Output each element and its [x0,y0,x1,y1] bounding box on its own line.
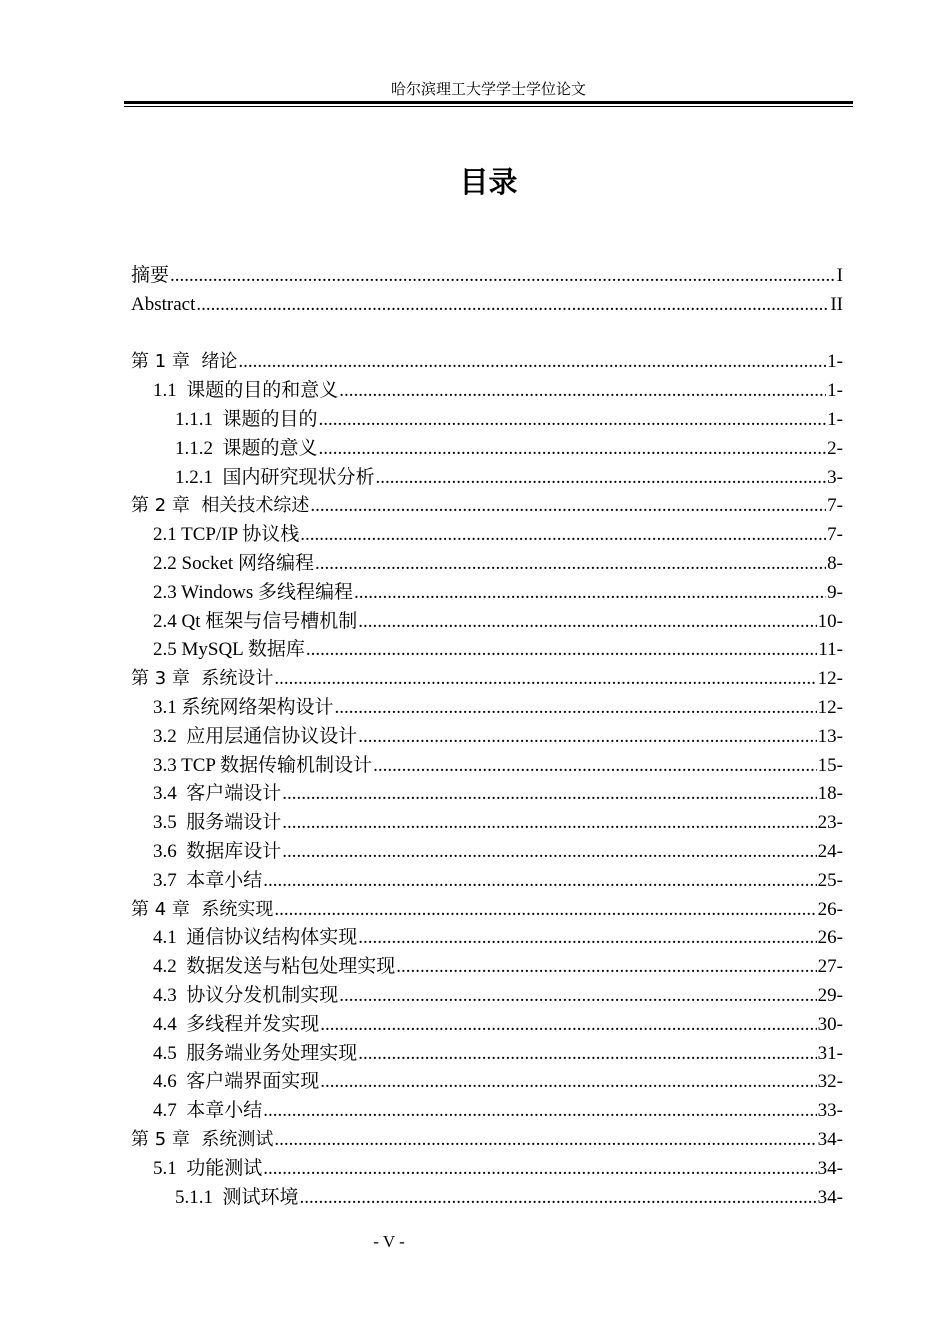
toc-entry-label: 4.2 数据发送与粘包处理实现 [153,956,396,978]
toc-entry-page: 9- [827,581,843,603]
toc-leader-dots [263,1097,816,1126]
toc-entry-abstract-cn[interactable] [131,262,843,291]
table-of-contents [131,262,843,1212]
toc-entry-section[interactable] [131,1155,843,1184]
toc-entry-label: 4.6 客户端界面实现 [153,1071,320,1093]
toc-entry-chapter[interactable] [131,1126,843,1155]
toc-entry-section[interactable] [131,1040,843,1069]
toc-entry-section[interactable] [131,1011,843,1040]
toc-entry-label: 摘要 [131,265,170,286]
toc-entry-section[interactable] [131,1068,843,1097]
toc-entry-page: 3- [827,466,843,488]
toc-leader-dots [320,1011,816,1040]
toc-entry-chapter[interactable] [131,492,843,521]
toc-entry-section[interactable] [131,809,843,838]
toc-entry-label: 2.3 Windows 多线程编程 [153,581,353,603]
toc-leader-dots [358,924,816,953]
toc-entry-label: 1.1 课题的目的和意义 [153,380,339,402]
toc-entry-label: 3.2 应用层通信协议设计 [153,725,358,747]
toc-entry-label: 4.7 本章小结 [153,1100,263,1122]
toc-entry-page: 1- [827,351,843,373]
toc-entry-label: 4.1 通信协议结构体实现 [153,927,358,949]
toc-leader-dots [396,953,816,982]
toc-entry-page: 24- [817,840,843,862]
toc-entry-chapter[interactable] [131,665,843,694]
toc-entry-page: 26- [817,898,843,920]
toc-entry-page: 1- [827,380,843,402]
page-title: 目录 [459,165,518,199]
toc-entry-section[interactable] [131,608,843,637]
toc-entry-page: 30- [817,1013,843,1035]
toc-entry-section[interactable] [131,982,843,1011]
toc-leader-dots [274,1126,816,1155]
toc-leader-dots [319,435,827,464]
toc-entry-page: 18- [817,783,843,805]
toc-entry-page: 34- [817,1128,843,1150]
toc-spacer [131,320,843,349]
toc-leader-dots [358,723,816,752]
toc-entry-section[interactable] [131,694,843,723]
toc-entry-page: 7- [827,524,843,546]
toc-entry-page: 2- [827,437,843,459]
toc-entry-label: 3.4 客户端设计 [153,783,282,805]
page-number: - V - [373,1232,405,1251]
toc-entry-section[interactable] [131,752,843,781]
toc-entry-subsection[interactable] [131,464,843,493]
toc-entry-page: 26- [817,927,843,949]
toc-entry-page: 8- [827,552,843,574]
toc-entry-section[interactable] [131,521,843,550]
toc-leader-dots [358,608,816,637]
toc-entry-label: 第 1 章 绪论 [131,351,238,373]
toc-entry-section[interactable] [131,1097,843,1126]
toc-leader-dots [310,492,826,521]
toc-entry-page: 34- [817,1186,843,1208]
toc-entry-section[interactable] [131,780,843,809]
toc-entry-page: 15- [817,754,843,776]
toc-leader-dots [339,982,816,1011]
toc-entry-section[interactable] [131,838,843,867]
toc-entry-label: 第 5 章 系统测试 [131,1128,274,1150]
toc-leader-dots [306,636,818,665]
toc-entry-page: 29- [817,984,843,1006]
toc-entry-page: II [830,293,843,315]
toc-entry-section[interactable] [131,579,843,608]
toc-entry-page: 34- [817,1157,843,1179]
toc-leader-dots [300,521,826,550]
toc-entry-section[interactable] [131,953,843,982]
toc-entry-label: 第 4 章 系统实现 [131,898,274,920]
toc-leader-dots [282,809,816,838]
toc-entry-label: 4.5 服务端业务处理实现 [153,1042,358,1064]
toc-entry-page: 12- [817,668,843,690]
toc-entry-abstract-en[interactable] [131,291,843,320]
toc-entry-label: 5.1.1 测试环境 [175,1186,299,1208]
toc-entry-page: 13- [817,725,843,747]
toc-entry-label: 5.1 功能测试 [153,1157,263,1179]
toc-leader-dots [263,867,816,896]
toc-entry-page: 1- [827,408,843,430]
toc-leader-dots [358,1040,816,1069]
toc-entry-label: 2.2 Socket 网络编程 [153,552,314,574]
header-rule-thick [124,101,853,104]
toc-entry-section[interactable] [131,377,843,406]
toc-entry-label: 1.1.2 课题的意义 [175,437,318,459]
toc-entry-section[interactable] [131,867,843,896]
toc-entry-page: 27- [817,956,843,978]
toc-entry-label: 4.3 协议分发机制实现 [153,984,339,1006]
toc-entry-label: 3.7 本章小结 [153,869,263,891]
toc-entry-page: 12- [817,696,843,718]
toc-entry-label: 4.4 多线程并发实现 [153,1013,320,1035]
toc-entry-page: 23- [817,812,843,834]
toc-entry-section[interactable] [131,550,843,579]
toc-leader-dots [282,780,816,809]
toc-leader-dots [335,694,817,723]
toc-leader-dots [320,1068,816,1097]
toc-entry-page: 7- [827,495,843,517]
header-rule-thin [124,106,853,107]
toc-leader-dots [315,550,826,579]
toc-entry-label: 1.1.1 课题的目的 [175,408,318,430]
toc-entry-section[interactable] [131,636,843,665]
toc-leader-dots [300,1184,817,1213]
toc-entry-chapter[interactable] [131,896,843,925]
toc-entry-page: 10- [817,610,843,632]
toc-entry-page: 32- [817,1071,843,1093]
toc-entry-page: 25- [817,869,843,891]
toc-leader-dots [319,406,827,435]
toc-entry-subsection[interactable] [131,1184,843,1213]
toc-entry-label: 2.4 Qt 框架与信号槽机制 [153,610,358,632]
toc-entry-label: 第 2 章 相关技术综述 [131,495,310,517]
toc-leader-dots [274,665,816,694]
toc-entry-chapter[interactable] [131,348,843,377]
toc-leader-dots [376,464,827,493]
toc-leader-dots [170,262,836,291]
toc-entry-subsection[interactable] [131,435,843,464]
running-header: 哈尔滨理工大学学士学位论文 [390,82,586,98]
toc-entry-section[interactable] [131,924,843,953]
toc-entry-label: 3.1 系统网络架构设计 [153,696,334,718]
toc-entry-section[interactable] [131,723,843,752]
toc-leader-dots [354,579,826,608]
toc-entry-label: 3.3 TCP 数据传输机制设计 [153,754,373,776]
toc-leader-dots [373,752,817,781]
toc-entry-page: 31- [817,1042,843,1064]
toc-entry-label: 2.5 MySQL 数据库 [153,639,305,661]
toc-entry-label: Abstract [131,293,196,315]
toc-entry-label: 2.1 TCP/IP 协议栈 [153,524,300,546]
toc-entry-label: 1.2.1 国内研究现状分析 [175,466,375,488]
toc-entry-label: 3.5 服务端设计 [153,812,282,834]
toc-entry-page: 11- [818,639,843,661]
toc-leader-dots [238,348,826,377]
toc-leader-dots [339,377,826,406]
toc-leader-dots [263,1155,816,1184]
toc-leader-dots [282,838,816,867]
toc-entry-label: 第 3 章 系统设计 [131,668,274,690]
toc-entry-page: 33- [817,1100,843,1122]
toc-leader-dots [196,291,829,320]
toc-entry-subsection[interactable] [131,406,843,435]
toc-entry-label: 3.6 数据库设计 [153,840,282,862]
toc-leader-dots [274,896,816,925]
toc-entry-page: I [836,265,843,286]
